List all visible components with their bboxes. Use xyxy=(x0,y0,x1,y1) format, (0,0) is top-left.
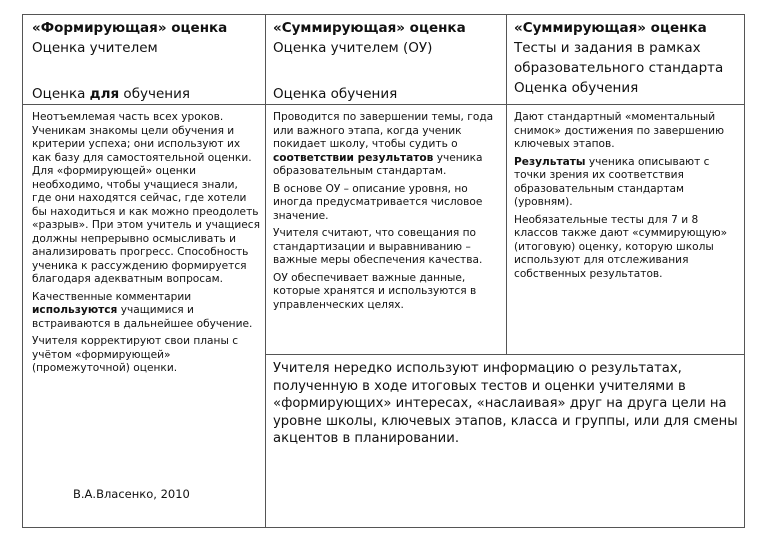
column-purpose: Оценка обучения xyxy=(514,80,639,96)
column-title: «Суммирующая» оценка xyxy=(273,20,466,36)
paragraph: Неотъемлемая часть всех уроков. Ученикам знакомы цели обучения и критерии успеха; они используют их как базу для самостоятельной оценки. Для «формирующей» оценки необходимо, чтобы учащиеся знали, где они находятся сейчас, где хотели бы находиться и как можно преодолеть «разрыв». При этом учитель и учащиеся должны непрерывно осмысливать и анализировать прогресс. Способность ученика к рассуждению формируется благодаря адекватным вопросам. xyxy=(32,111,260,285)
header-divider xyxy=(23,104,744,105)
assessment-table xyxy=(22,14,745,528)
column-purpose: Оценка обучения xyxy=(273,86,398,102)
paragraph: Учителя считают, что совещания по стандартизации и выравниванию – важные меры обеспечения качества. xyxy=(273,227,483,266)
body-cell-summative-teacher xyxy=(273,111,501,316)
body-cell-summative-tests xyxy=(514,111,740,285)
paragraph: Необязательные тесты для 7 и 8 классов также дают «суммирующую» (итоговую) оценку, которую школы используют для отслеживания собственных результатов. xyxy=(514,213,728,280)
bottom-merge-divider xyxy=(265,354,744,355)
paragraph: Результаты ученика описывают с точки зрения их соответствия образовательным стандартам (уровням). xyxy=(514,155,710,208)
header-cell-summative-tests xyxy=(514,18,740,98)
column-title: «Формирующая» оценка xyxy=(32,20,228,36)
column-divider-2 xyxy=(506,15,507,355)
column-subtitle: Оценка учителем xyxy=(32,40,158,56)
header-cell-summative-teacher xyxy=(273,18,501,102)
column-subtitle: Тесты и задания в рамках образовательного стандарта xyxy=(514,40,724,76)
column-title: «Суммирующая» оценка xyxy=(514,20,707,36)
paragraph: ОУ обеспечивает важные данные, которые хранятся и используются в управленческих целях. xyxy=(273,271,477,311)
column-divider-1 xyxy=(265,15,266,527)
column-subtitle: Оценка учителем (ОУ) xyxy=(273,40,433,56)
paragraph: Дают стандартный «моментальный снимок» достижения по завершению ключевых этапов. xyxy=(514,111,724,150)
header-cell-formative xyxy=(32,18,260,102)
paragraph: Проводится по завершении темы, года или важного этапа, когда ученик покидает школу, чтобы судить о соответствии результатов ученика образовательным стандартам. xyxy=(273,111,494,177)
paragraph: Учителя корректируют свои планы с учётом «формирующей» (промежуточной) оценки. xyxy=(32,335,239,374)
paragraph: В основе ОУ – описание уровня, но иногда предусматривается числовое значение. xyxy=(273,182,483,222)
paragraph: Качественные комментарии используются учащимися и встраиваются в дальнейшее обучение. xyxy=(32,290,253,330)
author-signature: В.А.Власенко, 2010 xyxy=(73,487,190,501)
column-purpose: Оценка для обучения xyxy=(32,86,191,102)
body-cell-formative xyxy=(32,111,260,380)
bottom-merged-cell: Учителя нередко используют информацию о результатах, полученную в ходе итоговых тестов и оценки учителями в «формирующих» интересах, «наслаивая» друг на друга цели на уровне школы, ключевых этапов, класса и группы, или для смены акцентов в планировании. xyxy=(273,361,738,447)
